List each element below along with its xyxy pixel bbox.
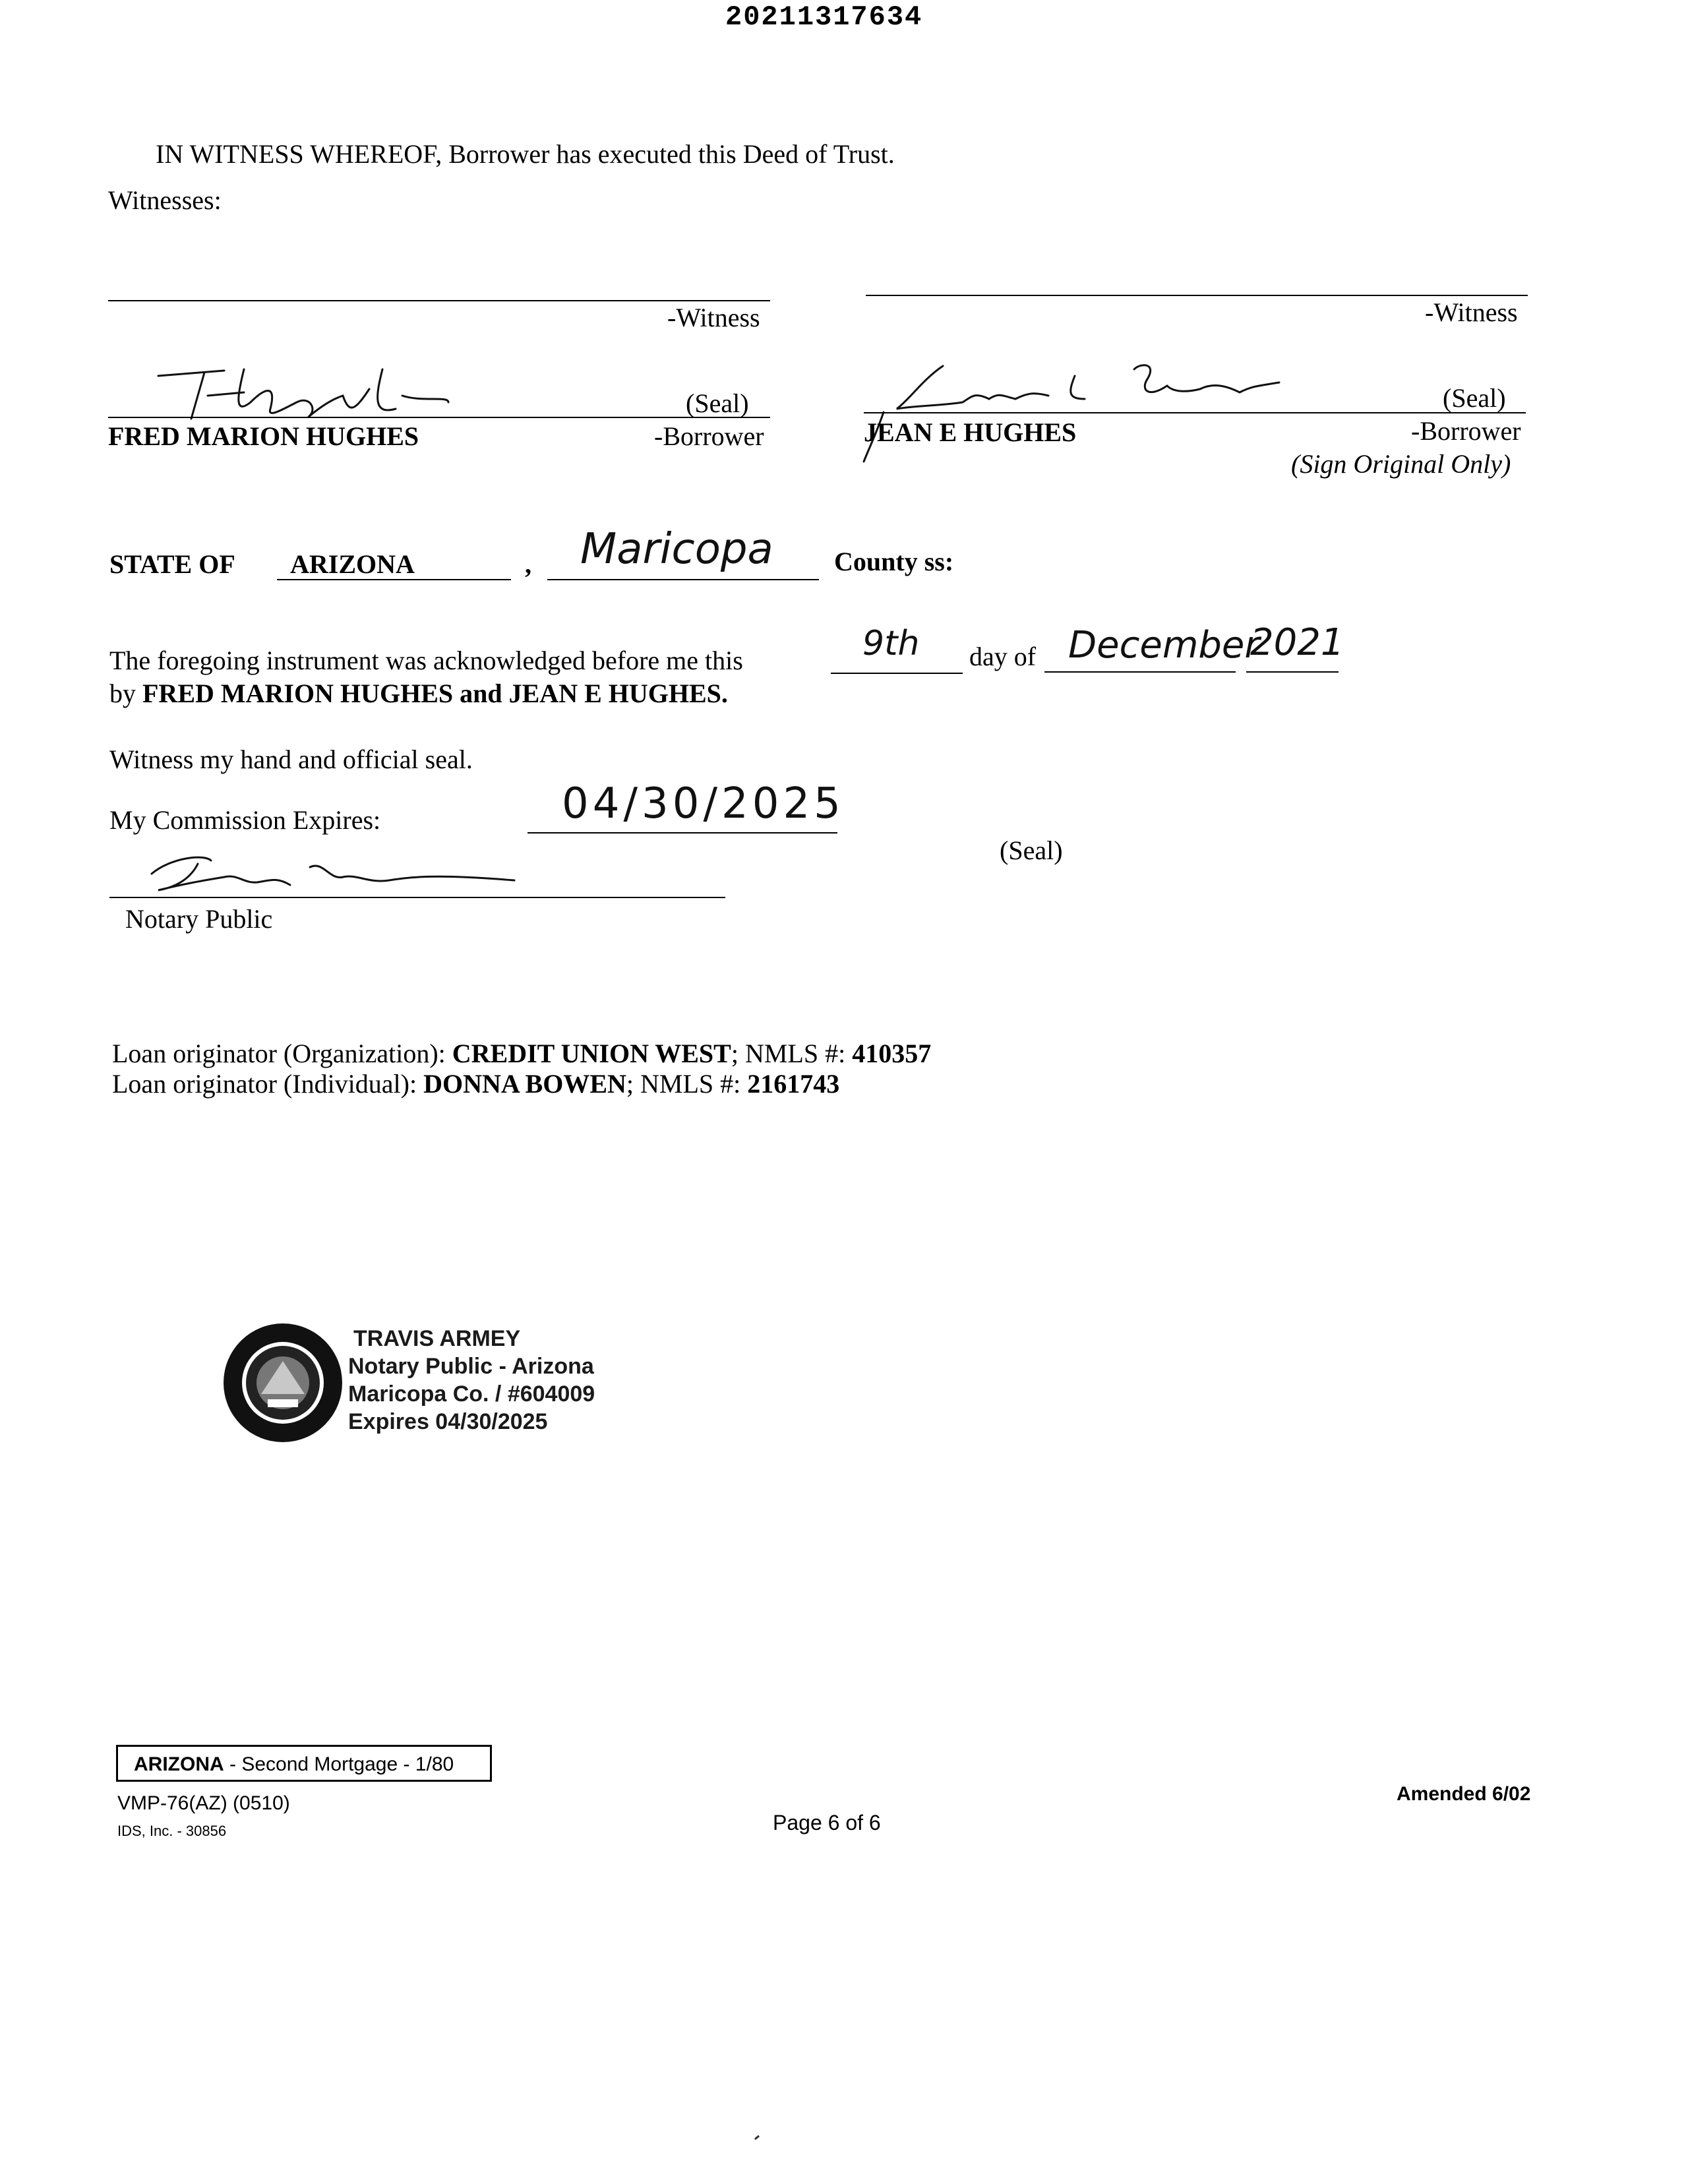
ack-names: FRED MARION HUGHES and JEAN E HUGHES. — [142, 679, 728, 708]
ack-day-of: day of — [969, 642, 1037, 671]
notary-signature-line — [109, 897, 725, 898]
witnesses-label: Witnesses: — [108, 185, 222, 215]
borrower-left-name: FRED MARION HUGHES — [108, 421, 419, 451]
borrower-left-seal: (Seal) — [686, 388, 749, 418]
commission-date-handwritten: 04/30/2025 — [562, 779, 845, 828]
state-comma: , — [525, 549, 531, 579]
footer-form-code: VMP-76(AZ) (0510) — [117, 1792, 290, 1814]
witness-label-left: -Witness — [667, 303, 760, 332]
ack-year-handwritten: 2021 — [1250, 621, 1344, 664]
borrower-right-name: JEAN E HUGHES — [864, 417, 1077, 447]
witness-label-right: -Witness — [1425, 297, 1518, 327]
state-underline — [277, 579, 511, 580]
acknowledgment-line1: The foregoing instrument was acknowledged before me this — [109, 646, 743, 675]
ack-month-underline — [1044, 671, 1236, 673]
borrower-line-left — [108, 417, 770, 418]
stamp-title: Notary Public - Arizona — [348, 1354, 594, 1379]
ack-day-handwritten: 9th — [862, 624, 920, 663]
sign-original-note: (Sign Original Only) — [1291, 449, 1511, 479]
borrower-right-role: -Borrower — [1411, 416, 1521, 446]
notary-signature — [132, 844, 528, 897]
loan-org-label: Loan originator (Organization): — [112, 1039, 446, 1068]
stamp-county: Maricopa Co. / #604009 — [348, 1381, 595, 1407]
county-handwritten: Maricopa — [580, 525, 773, 574]
loan-ind-name: DONNA BOWEN — [423, 1069, 626, 1099]
loan-org-name: CREDIT UNION WEST — [452, 1039, 731, 1068]
commission-underline — [528, 832, 837, 834]
witness-line-left — [108, 300, 770, 301]
arizona-state-seal-icon — [222, 1321, 344, 1444]
loan-org-nmls: 410357 — [852, 1039, 932, 1068]
scan-mark — [754, 2135, 760, 2140]
ack-by: by — [109, 679, 136, 708]
borrower-left-role: -Borrower — [654, 421, 764, 451]
borrower-right-seal: (Seal) — [1443, 383, 1506, 413]
notary-public-label: Notary Public — [125, 904, 273, 934]
state-value: ARIZONA — [290, 549, 415, 579]
commission-label: My Commission Expires: — [109, 805, 381, 835]
stamp-expires: Expires 04/30/2025 — [348, 1409, 548, 1434]
loan-org-nmls-label: ; NMLS #: — [731, 1039, 846, 1068]
footer-page-number: Page 6 of 6 — [773, 1811, 881, 1835]
witness-hand-seal: Witness my hand and official seal. — [109, 744, 473, 774]
loan-ind-nmls: 2161743 — [747, 1069, 840, 1099]
borrower-line-right — [864, 412, 1526, 413]
loan-ind-label: Loan originator (Individual): — [112, 1069, 417, 1099]
ack-day-underline — [831, 673, 963, 674]
county-underline — [547, 579, 819, 580]
footer-box-state: ARIZONA — [134, 1753, 224, 1775]
stamp-name: TRAVIS ARMEY — [353, 1326, 521, 1351]
witness-clause: IN WITNESS WHEREOF, Borrower has executed this Deed of Trust. — [156, 139, 895, 169]
notary-seal-label: (Seal) — [1000, 835, 1063, 865]
loan-ind-nmls-label: ; NMLS #: — [626, 1069, 741, 1099]
footer-ids: IDS, Inc. - 30856 — [117, 1823, 227, 1839]
witness-line-right — [866, 295, 1528, 296]
footer-amended: Amended 6/02 — [1397, 1783, 1531, 1805]
footer-form-box — [116, 1745, 492, 1782]
footer-box-rest: - Second Mortgage - 1/80 — [224, 1753, 454, 1775]
ack-year-underline — [1246, 671, 1339, 673]
state-label: STATE OF — [109, 549, 235, 579]
ack-month-handwritten: December — [1068, 624, 1260, 667]
county-label: County ss: — [834, 547, 954, 576]
document-number: 20211317634 — [725, 1, 923, 33]
